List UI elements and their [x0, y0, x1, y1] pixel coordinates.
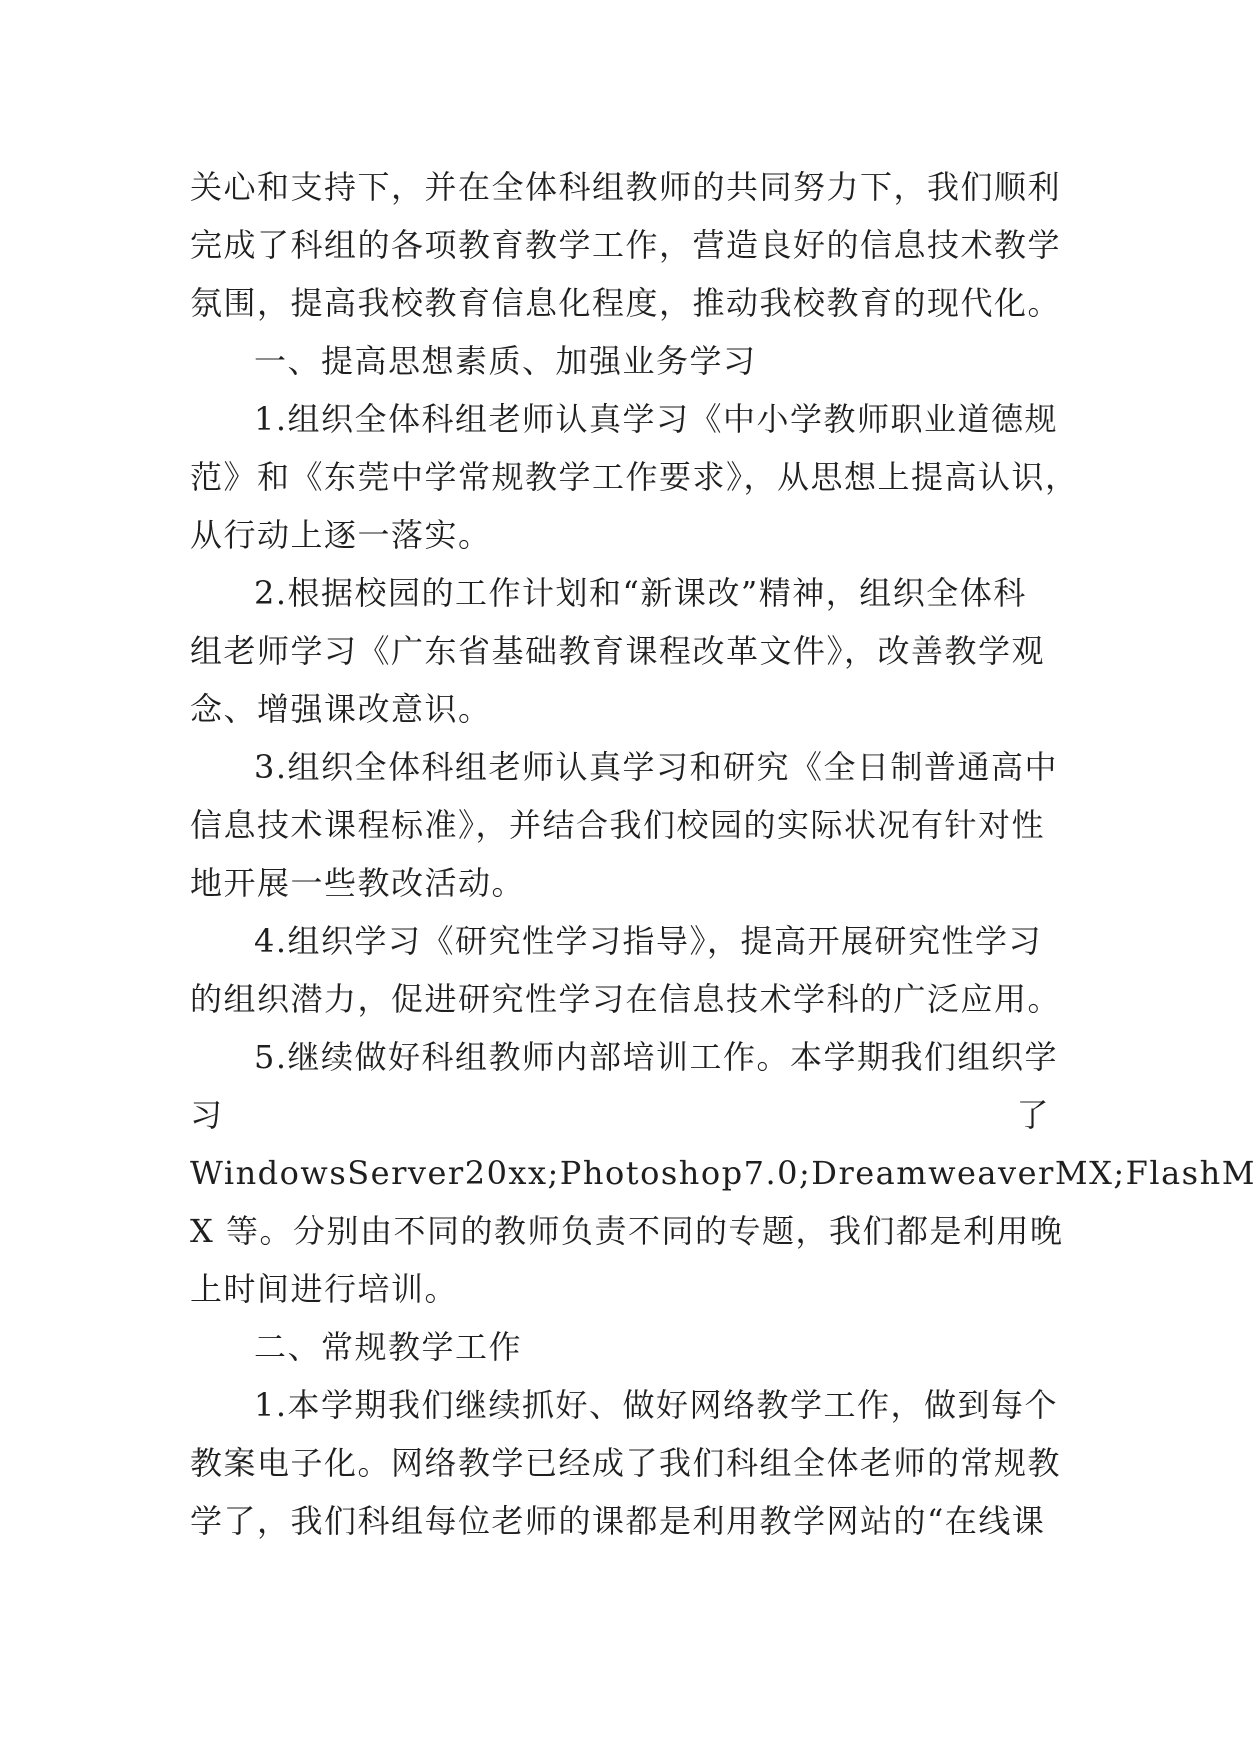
text-line-9: 组老师学习《广东省基础教育课程改革文件》，改善教学观: [190, 632, 1046, 670]
text-line-20: 上时间进行培训。: [190, 1270, 459, 1308]
section-heading-2: 二、常规教学工作: [254, 1328, 523, 1366]
text-line-12: 信息技术课程标准》，并结合我们校园的实际状况有针对性: [190, 806, 1046, 844]
text-line-13: 地开展一些教改活动。: [190, 864, 526, 902]
section-heading-1: 一、提高思想素质、加强业务学习: [254, 342, 757, 380]
text-line-24: 学了，我们科组每位老师的课都是利用教学网站的“在线课: [190, 1502, 1046, 1540]
text-line-6: 范》和《东莞中学常规教学工作要求》，从思想上提高认识，: [190, 458, 1079, 496]
text-line-8: 2.根据校园的工作计划和“新课改”精神，组织全体科: [254, 574, 1027, 612]
text-line-2: 完成了科组的各项教育教学工作，营造良好的信息技术教学: [190, 226, 1062, 264]
text-line-18: WindowsServer20xx;Photoshop7.0;DreamweaverMX;FlashM: [190, 1154, 1256, 1192]
text-line-3: 氛围，提高我校教育信息化程度，推动我校教育的现代化。: [190, 284, 1062, 322]
document-body: [190, 158, 1256, 1550]
text-line-22: 1.本学期我们继续抓好、做好网络教学工作，做到每个: [254, 1386, 1059, 1424]
text-line-23: 教案电子化。网络教学已经成了我们科组全体老师的常规教: [190, 1444, 1062, 1482]
text-line-17: [190, 1086, 1050, 1144]
text-line-11: 3.组织全体科组老师认真学习和研究《全日制普通高中: [254, 748, 1059, 786]
text-line-1: 关心和支持下，并在全体科组教师的共同努力下，我们顺利: [190, 168, 1062, 206]
text-line-14: 4.组织学习《研究性学习指导》，提高开展研究性学习: [254, 922, 1043, 960]
text-line-17-left: 习: [190, 1096, 224, 1134]
text-line-17-right: 了: [1016, 1096, 1050, 1134]
text-line-5: 1.组织全体科组老师认真学习《中小学教师职业道德规: [254, 400, 1059, 438]
text-line-15: 的组织潜力，促进研究性学习在信息技术学科的广泛应用。: [190, 980, 1062, 1018]
text-line-16: 5.继续做好科组教师内部培训工作。本学期我们组织学: [254, 1038, 1059, 1076]
text-line-10: 念、增强课改意识。: [190, 690, 492, 728]
text-line-7: 从行动上逐一落实。: [190, 516, 492, 554]
text-line-19: X 等。分别由不同的教师负责不同的专题，我们都是利用晚: [190, 1212, 1064, 1250]
